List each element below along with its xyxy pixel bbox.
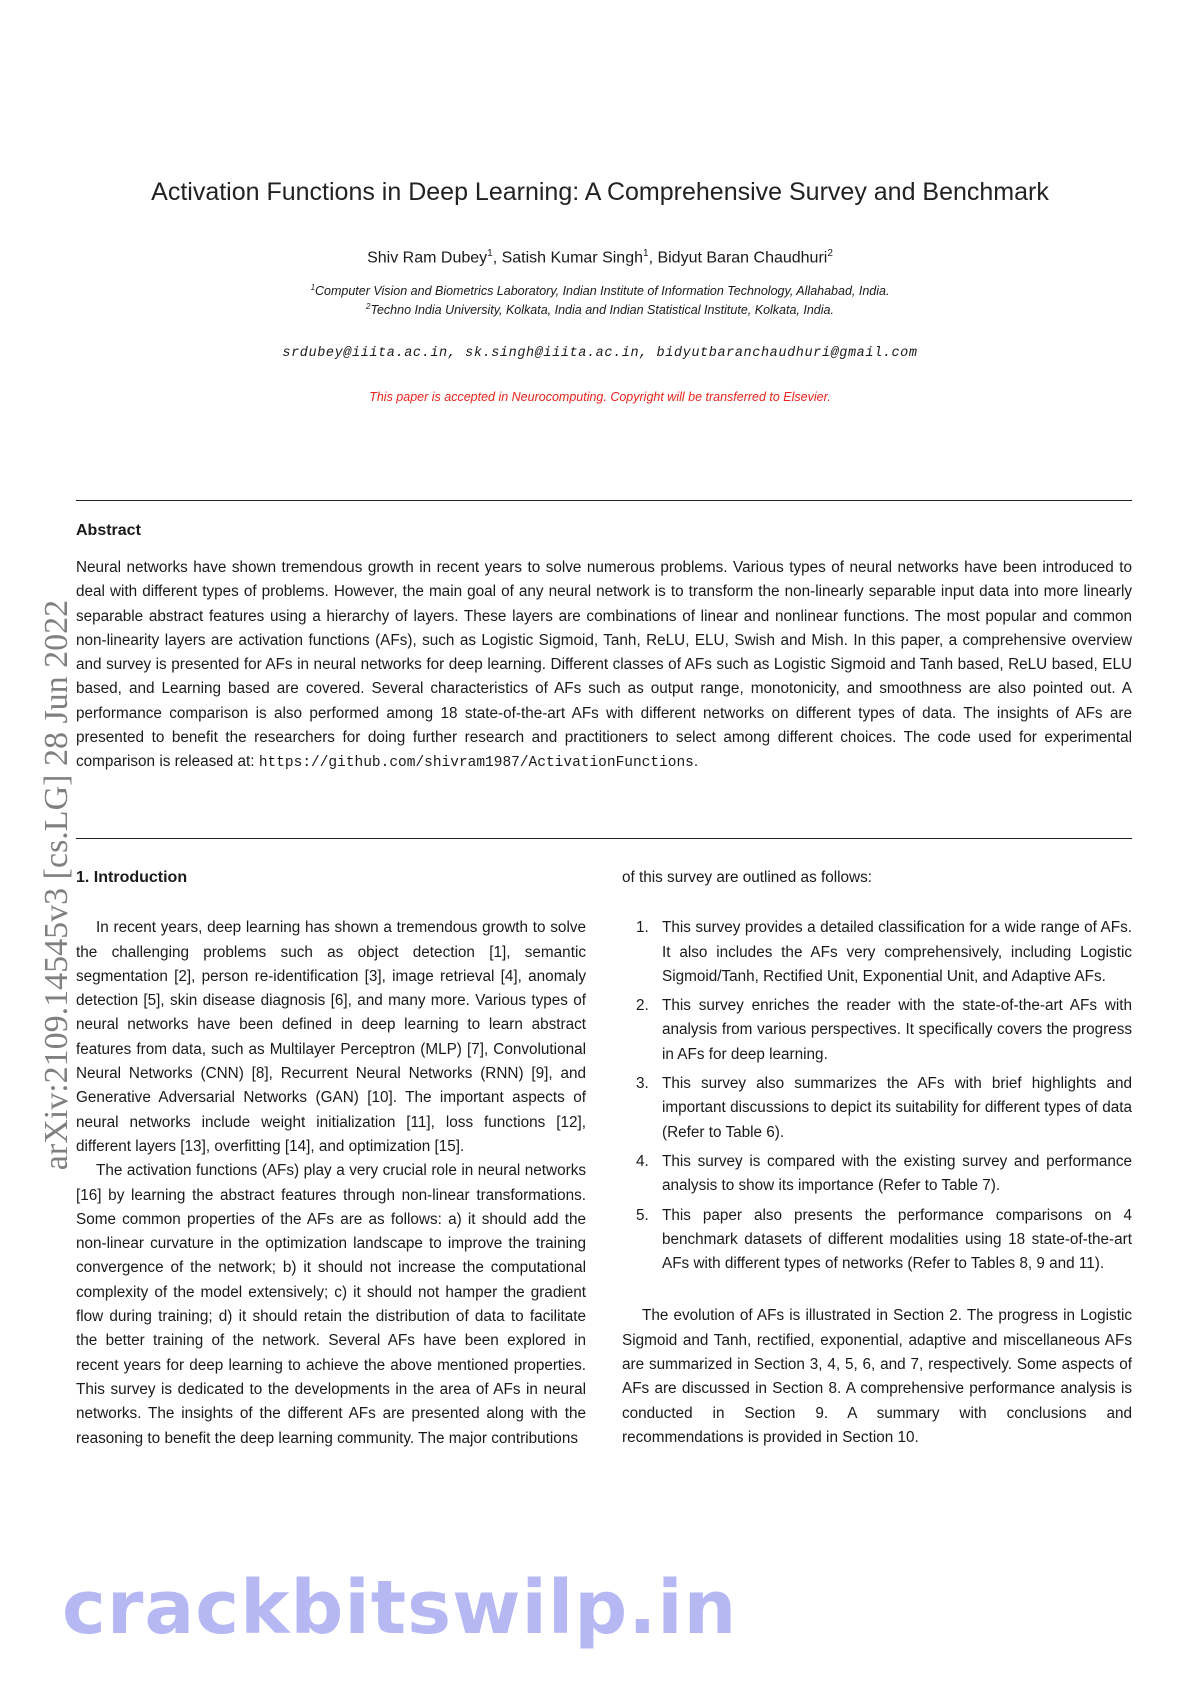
- author-name: Bidyut Baran Chaudhuri: [657, 249, 828, 267]
- watermark: crackbitswilp.in: [62, 1565, 738, 1651]
- affiliation-mark: 1: [310, 283, 316, 292]
- abstract-text: Neural networks have shown tremendous growth in recent years to solve numerous problems. Various types of neural networks have been introduced to deal with different types of problems. However, the main goal of any neural network is to transform the non-linearly separable input data into more linearly separable abstract features using a hierarchy of layers. These layers are combinations of linear and nonlinear functions. The most popular and common non-linearity layers are activation functions (AFs), such as Logistic Sigmoid, Tanh, ReLU, ELU, Swish and Mish. In this paper, a comprehensive overview and survey is presented for AFs in neural networks for deep learning. Different classes of AFs such as Logistic Sigmoid and Tanh based, ReLU based, ELU based, and Learning based are covered. Several characteristics of AFs such as output range, monotonicity, and smoothness are also pointed out. A performance comparison is also performed among 18 state-of-the-art AFs with different networks on different types of data. The insights of AFs are presented to benefit the researchers for doing further research and practitioners to select among different choices. The code used for experimental comparison is released at:: [76, 559, 1132, 771]
- abstract-bottom-rule: [76, 838, 1132, 839]
- list-item: [622, 1150, 1132, 1199]
- abstract-heading: Abstract: [76, 522, 141, 539]
- list-item: [622, 916, 1132, 989]
- author-name: Satish Kumar Singh: [501, 249, 643, 267]
- contributions-list: [622, 916, 1132, 1276]
- code-repository-link[interactable]: https://github.com/shivram1987/ActivationFunctions: [258, 755, 694, 772]
- paper-title: Activation Functions in Deep Learning: A Comprehensive Survey and Benchmark: [151, 178, 1049, 206]
- author-list: Shiv Ram Dubey$^1$, Satish Kumar Singh$^1$, Bidyut Baran Chaudhuri$^2$: [367, 248, 833, 267]
- list-item: [622, 994, 1132, 1067]
- affiliation-text: Techno India University, Kolkata, India and Indian Statistical Institute, Kolkata, India.: [370, 303, 834, 318]
- contributions-lead: of this survey are outlined as follows:: [622, 869, 872, 886]
- abstract-body: [76, 556, 1132, 776]
- list-text: This survey provides a detailed classification for a wide range of AFs. It also includes the AFs very comprehensively, including Logistic Sigmoid/Tanh, Rectified Unit, Exponential Unit, and Adaptive AFs.: [662, 919, 1132, 985]
- affiliation-text: Computer Vision and Biometrics Laboratory, Indian Institute of Information Technology, Allahabad, India.: [315, 284, 890, 299]
- list-number: 5.: [636, 1206, 649, 1224]
- left-column: [76, 866, 586, 1451]
- arxiv-identifier-sidebar: arXiv:2109.14545v3 [cs.LG] 28 Jun 2022: [38, 599, 75, 1171]
- list-number: 4.: [636, 1152, 649, 1170]
- affiliation-1: [0, 283, 1200, 298]
- author-affiliation-mark: 1: [487, 248, 493, 259]
- abstract-top-rule: [76, 500, 1132, 501]
- affiliation-2: [0, 302, 1200, 317]
- abstract-end: .: [693, 753, 699, 771]
- list-item: [622, 1072, 1132, 1145]
- section-heading: 1. Introduction: [76, 869, 188, 886]
- affiliation-mark: 2: [366, 302, 371, 311]
- author-affiliation-mark: 1: [643, 248, 649, 259]
- author-emails: srdubey@iiita.ac.in, sk.singh@iiita.ac.in, bidyutbaranchaudhuri@gmail.com: [282, 346, 918, 361]
- intro-paragraph-2: The activation functions (AFs) play a very crucial role in neural networks [16] by learning the abstract features through non-linear transformations. Some common properties of the AFs are as follows: a) it should add the non-linear curvature in the optimization landscape to improve the training convergence of the network; b) it should not increase the computational complexity of the model extensively; c) it should not hamper the gradient flow during training; d) it should retain the distribution of data to facilitate the better training of the network. Several AFs have been explored in recent years for deep learning to achieve the above mentioned properties. This survey is dedicated to the developments in the area of AFs in neural networks. The insights of the different AFs are presented along with the reasoning to benefit the deep learning community. The major contributions: [76, 1162, 586, 1447]
- author-affiliation-mark: 2: [827, 248, 833, 259]
- list-item: [622, 1204, 1132, 1277]
- list-number: 3.: [636, 1075, 649, 1093]
- list-text: This paper also presents the performance comparisons on 4 benchmark datasets of different modalities using 18 state-of-the-art AFs with different types of networks (Refer to Tables 8, 9 and 11).: [662, 1206, 1132, 1273]
- list-number: 1.: [636, 919, 649, 937]
- publication-notice: This paper is accepted in Neurocomputing. Copyright will be transferred to Elsevier.: [369, 390, 831, 404]
- list-text: This survey enriches the reader with the state-of-the-art AFs with analysis from various perspectives. It specifically covers the progress in AFs for deep learning.: [662, 997, 1132, 1063]
- intro-paragraph-1: In recent years, deep learning has shown a tremendous growth to solve the challenging problems such as object detection [1], semantic segmentation [2], person re-identification [3], image retrieval [4], anomaly detection [5], skin disease diagnosis [6], and many more. Various types of neural networks have been defined in deep learning to learn abstract features from data, such as Multilayer Perceptron (MLP) [7], Convolutional Neural Networks (CNN) [8], Recurrent Neural Networks (RNN) [9], and Generative Adversarial Networks (GAN) [10]. The important aspects of neural networks include weight initialization [11], loss functions [12], different layers [13], overfitting [14], and optimization [15].: [76, 919, 586, 1155]
- list-text: This survey also summarizes the AFs with brief highlights and important discussions to depict its suitability for different types of data (Refer to Table 6).: [662, 1075, 1132, 1141]
- author-name: Shiv Ram Dubey: [367, 249, 488, 267]
- section-overview-paragraph: The evolution of AFs is illustrated in Section 2. The progress in Logistic Sigmoid and Tanh, rectified, exponential, adaptive and miscellaneous AFs are summarized in Section 3, 4, 5, 6, and 7, respectively. Some aspects of AFs are discussed in Section 8. A comprehensive performance analysis is conducted in Section 9. A summary with conclusions and recommendations is provided in Section 10.: [622, 1307, 1132, 1446]
- list-text: This survey is compared with the existing survey and performance analysis to show its importance (Refer to Table 7).: [662, 1152, 1132, 1195]
- right-column: [622, 866, 1132, 1450]
- list-number: 2.: [636, 997, 649, 1015]
